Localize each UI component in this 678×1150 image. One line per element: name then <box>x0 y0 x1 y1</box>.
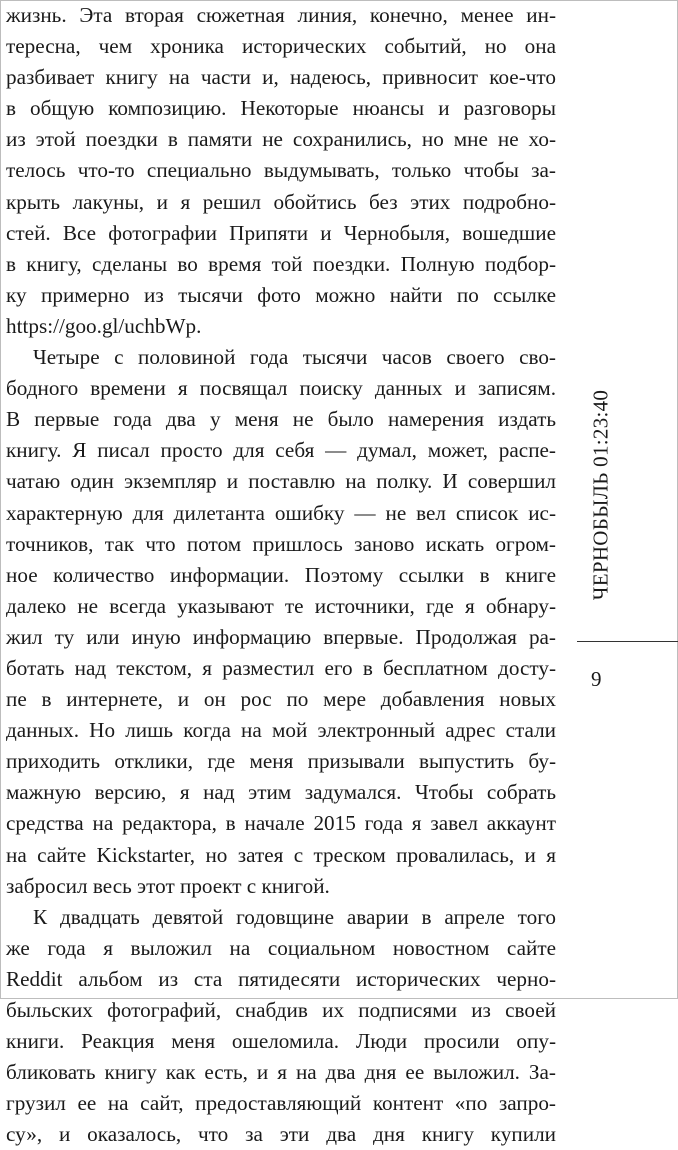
text-line: ное количество информации. Поэтому ссылки в книге <box>6 562 556 587</box>
text-line: в общую композицию. Некоторые нюансы и разговоры <box>6 96 556 121</box>
text-line: телось что-то специально выдумывать, только чтобы за- <box>6 158 556 183</box>
text-line: в книгу, сделаны во время той поездки. Полную подбор- <box>6 251 556 276</box>
text-line: же года я выложил на социальном новостном сайте <box>6 935 556 960</box>
text-line: крыть лакуны, и я решил обойтись без этих подробно- <box>6 189 556 214</box>
body-text <box>6 0 556 1150</box>
text-line: данных. Но лишь когда на мой электронный адрес стали <box>6 718 556 743</box>
text-line: https://goo.gl/uchbWp. <box>6 313 202 338</box>
paragraph-first-line: К двадцать девятой годовщине аварии в апреле того <box>33 904 556 929</box>
text-line: стей. Все фотографии Припяти и Чернобыля, вошедшие <box>6 220 556 245</box>
text-line: забросил весь этот проект с книгой. <box>6 873 330 898</box>
text-line: книгу. Я писал просто для себя — думал, может, распе- <box>6 438 556 463</box>
text-line: ботать над текстом, я разместил его в бесплатном досту- <box>6 655 556 680</box>
text-line: характерную для дилетанта ошибку — не вел список ис- <box>6 500 556 525</box>
text-line: точников, так что потом пришлось заново искать огром- <box>6 531 556 556</box>
text-line: чатаю один экземпляр и поставлю на полку. И совершил <box>6 469 556 494</box>
page-number: 9 <box>591 667 602 691</box>
running-head-title: ЧЕРНОБЫЛЬ 01:23:40 <box>588 389 613 601</box>
text-line: мажную версию, я над этим задумался. Чтобы собрать <box>6 780 556 805</box>
text-line: Reddit альбом из ста пятидесяти исторических черно- <box>6 966 556 991</box>
text-line: из этой поездки в памяти не сохранились, но мне не хо- <box>6 127 556 152</box>
running-head <box>586 370 616 620</box>
text-line: на сайте Kickstarter, но затея с треском провалилась, и я <box>6 842 556 867</box>
text-line: средства на редактора, в начале 2015 года я завел аккаунт <box>6 811 556 836</box>
text-line: пе в интернете, и он рос по мере добавления новых <box>6 687 556 712</box>
text-line: В первые года два у меня не было намерения издать <box>6 407 556 432</box>
text-line: разбивает книгу на части и, надеюсь, привносит кое-что <box>6 65 556 90</box>
text-line: далеко не всегда указывают те источники, где я обнару- <box>6 593 556 618</box>
text-line: бодного времени я посвящал поиску данных и записям. <box>6 376 556 401</box>
text-line: грузил ее на сайт, предоставляющий контент «по запро- <box>6 1091 556 1116</box>
text-line: жил ту или иную информацию впервые. Продолжая ра- <box>6 624 556 649</box>
text-line: су», и оказалось, что за эти два дня книгу купили <box>6 1122 556 1147</box>
text-line: ку примерно из тысячи фото можно найти по ссылке <box>6 282 556 307</box>
running-head-rule <box>577 641 678 642</box>
text-line: приходить отклики, где меня призывали выпустить бу- <box>6 749 556 774</box>
text-line: книги. Реакция меня ошеломила. Люди просили опу- <box>6 1029 556 1054</box>
text-line: тересна, чем хроника исторических событий, но она <box>6 34 556 59</box>
text-line: быльских фотографий, снабдив их подписями из своей <box>6 998 556 1022</box>
text-line: бликовать книгу как есть, и я на два дня ее выложил. За- <box>6 1060 556 1085</box>
text-line: жизнь. Эта вторая сюжетная линия, конечно, менее ин- <box>6 3 556 27</box>
paragraph-first-line: Четыре с половиной года тысячи часов своего сво- <box>33 345 556 370</box>
